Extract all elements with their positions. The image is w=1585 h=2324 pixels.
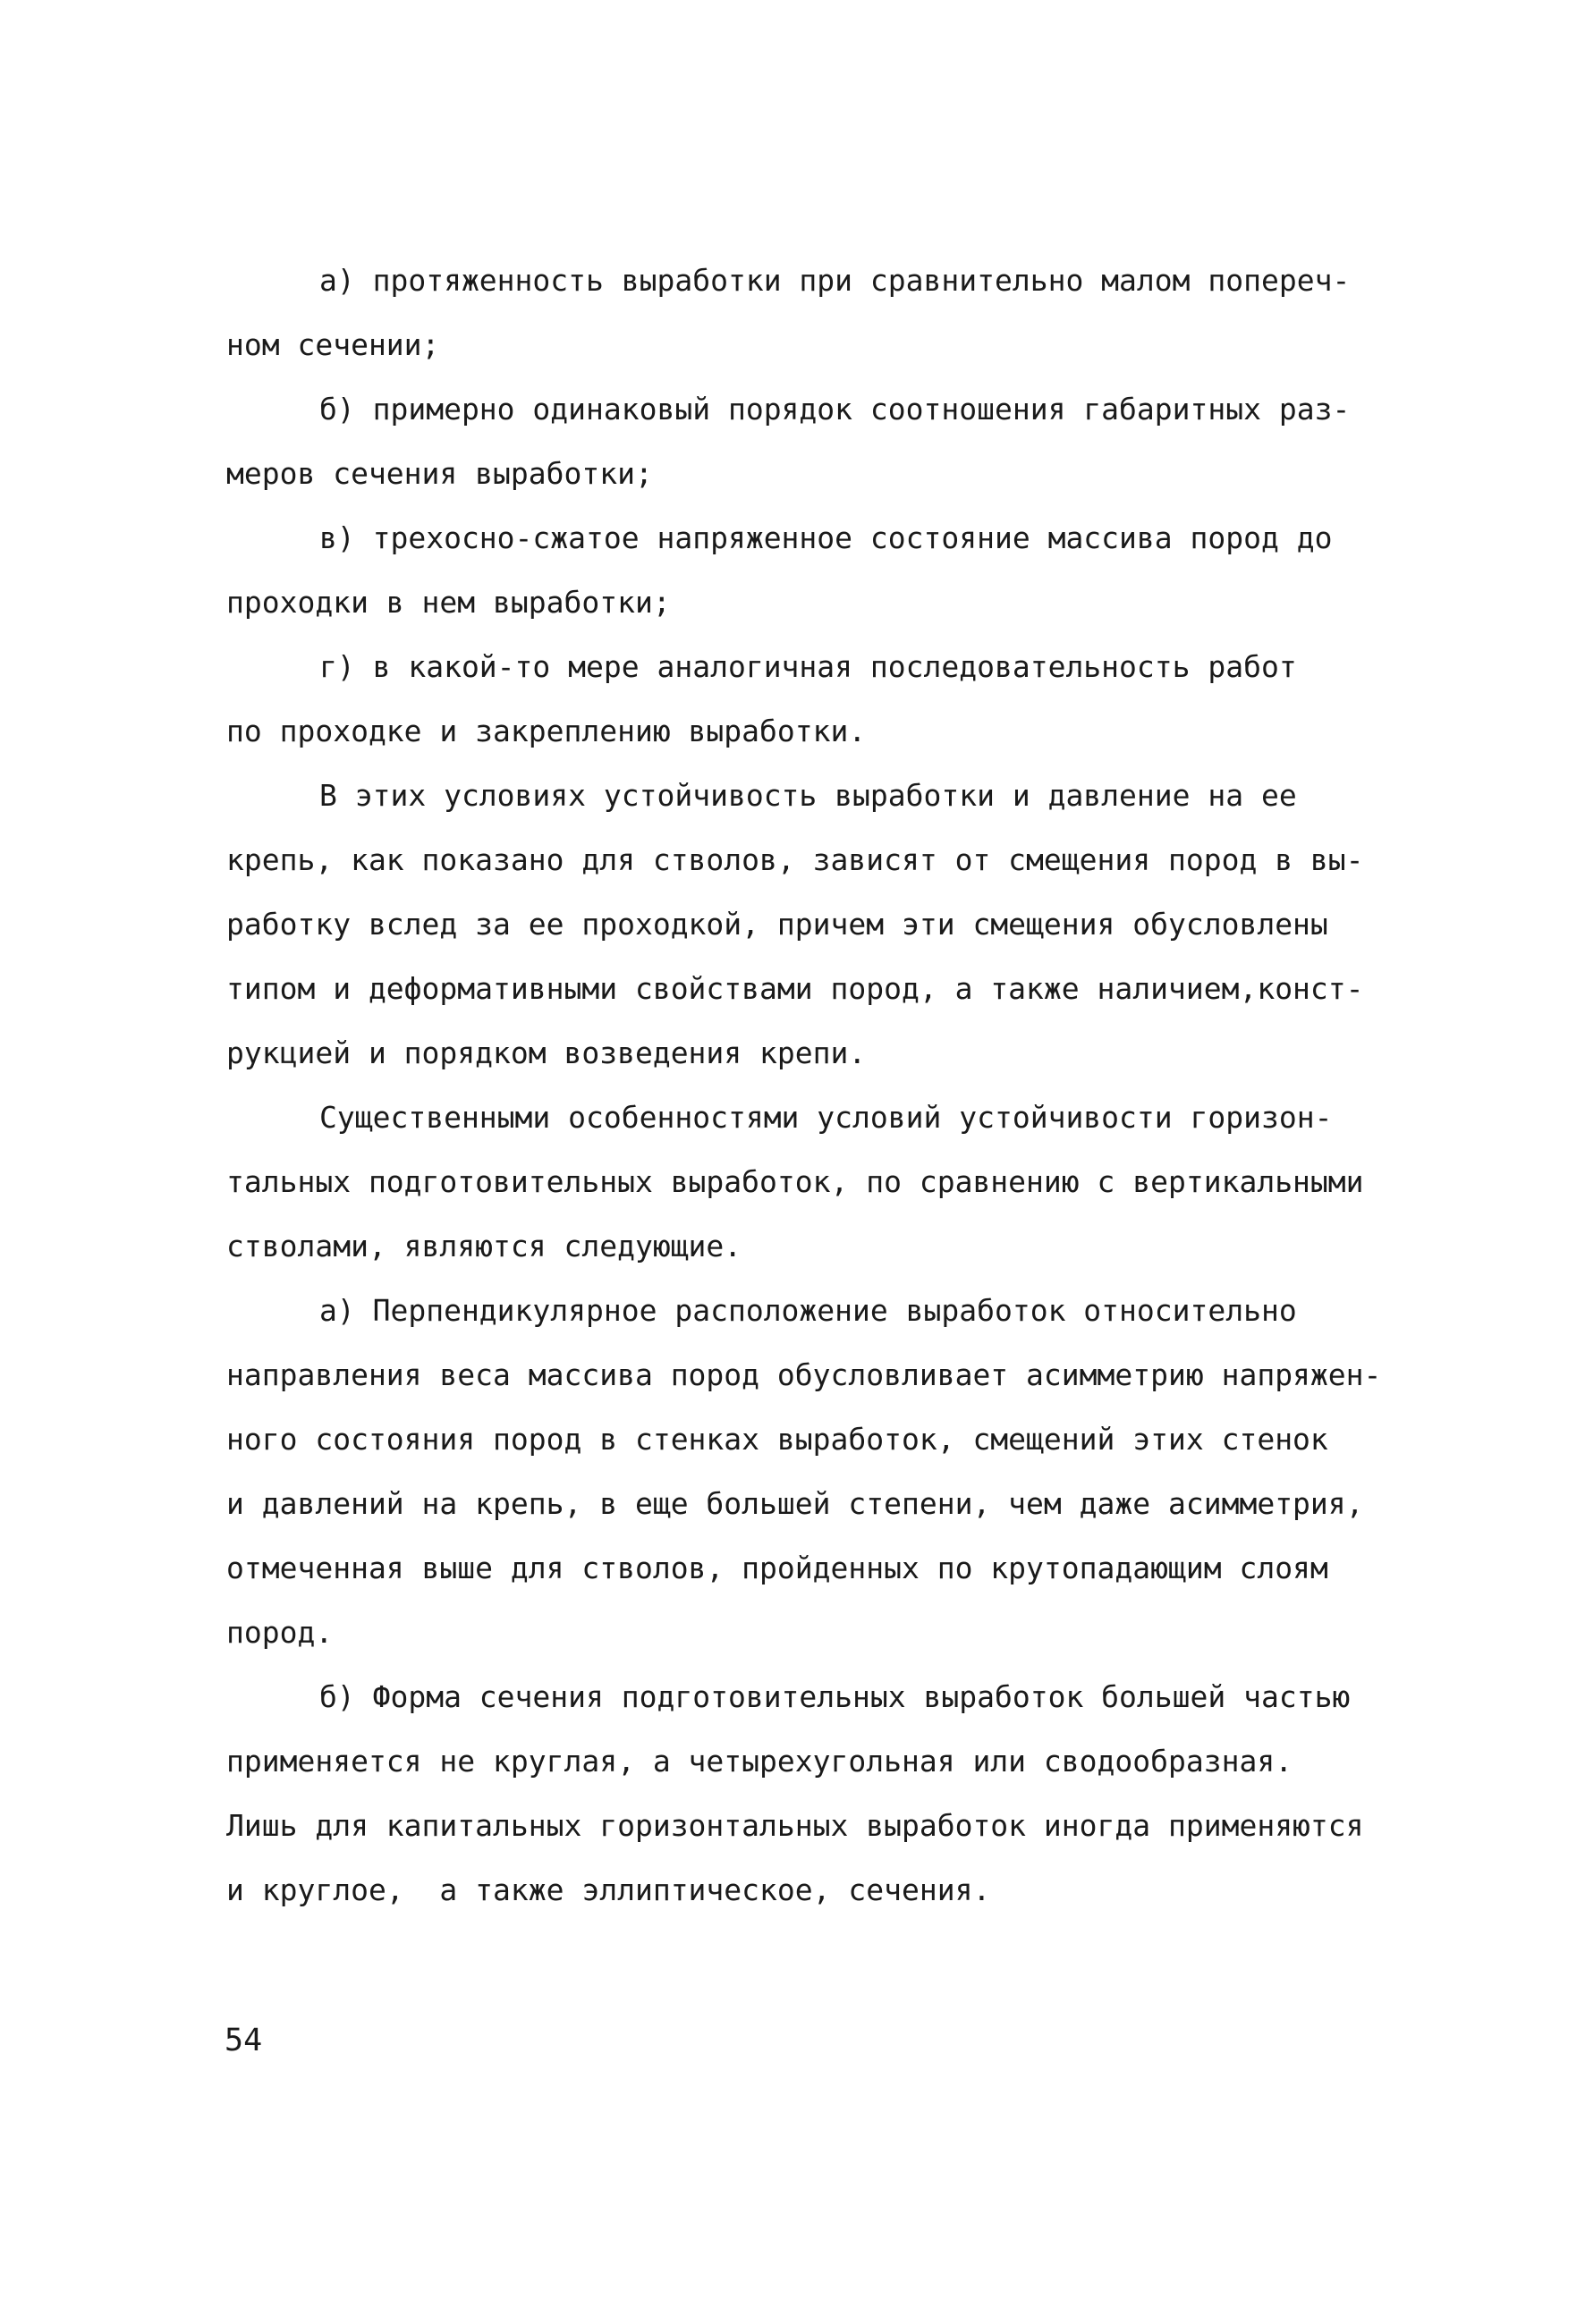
text-line: меров сечения выработки;: [226, 456, 653, 491]
text-line: В этих условиях устойчивость выработки и давление на ее: [319, 778, 1297, 813]
text-line: пород.: [226, 1615, 334, 1650]
text-line: ном сечении;: [226, 327, 440, 362]
text-line: по проходке и закреплению выработки.: [226, 714, 867, 748]
paragraph-item-a-first: [226, 249, 1425, 377]
text-line: проходки в нем выработки;: [226, 585, 671, 620]
body-text: [226, 249, 1425, 1923]
text-line: Лишь для капитальных горизонтальных выработок иногда применяются: [226, 1808, 1364, 1843]
paragraph-item-a-second: [226, 1279, 1425, 1665]
paragraph-item-v: [226, 506, 1425, 635]
text-line: и круглое, а также эллиптическое, сечения.: [226, 1872, 991, 1907]
text-line: а) протяженность выработки при сравнительно малом попереч-: [319, 263, 1351, 298]
text-line: б) примерно одинаковый порядок соотношения габаритных раз-: [319, 392, 1351, 427]
page-number: 54: [225, 2023, 263, 2058]
text-line: крепь, как показано для стволов, зависят от смещения пород в вы-: [226, 842, 1364, 877]
paragraph-features: [226, 1086, 1425, 1279]
text-line: тальных подготовительных выработок, по сравнению с вертикальными: [226, 1164, 1364, 1199]
text-line: рукцией и порядком возведения крепи.: [226, 1035, 867, 1070]
text-line: Существенными особенностями условий устойчивости горизон-: [319, 1100, 1333, 1135]
text-line: применяется не круглая, а четырехугольная или сводообразная.: [226, 1744, 1293, 1779]
text-line: г) в какой-то мере аналогичная последовательность работ: [319, 649, 1297, 684]
text-line: а) Перпендикулярное расположение выработок относительно: [319, 1293, 1297, 1328]
paragraph-item-b-second: [226, 1665, 1425, 1923]
text-line: работку вслед за ее проходкой, причем эти смещения обусловлены: [226, 907, 1328, 942]
paragraph-item-g: [226, 635, 1425, 764]
text-line: ного состояния пород в стенках выработок, смещений этих стенок: [226, 1422, 1328, 1457]
text-line: б) Форма сечения подготовительных выработок большей частью: [319, 1679, 1351, 1714]
text-line: в) трехосно-сжатое напряженное состояние массива пород до: [319, 520, 1333, 555]
text-line: и давлений на крепь, в еще большей степени, чем даже асимметрия,: [226, 1486, 1364, 1521]
paragraph-conditions: [226, 764, 1425, 1086]
text-line: направления веса массива пород обусловливает асимметрию напряжен-: [226, 1357, 1382, 1392]
text-line: стволами, являются следующие.: [226, 1229, 742, 1263]
paragraph-item-b-first: [226, 377, 1425, 506]
text-line: типом и деформативными свойствами пород, а также наличием,конст-: [226, 971, 1364, 1006]
text-line: отмеченная выше для стволов, пройденных по крутопадающим слоям: [226, 1551, 1328, 1585]
